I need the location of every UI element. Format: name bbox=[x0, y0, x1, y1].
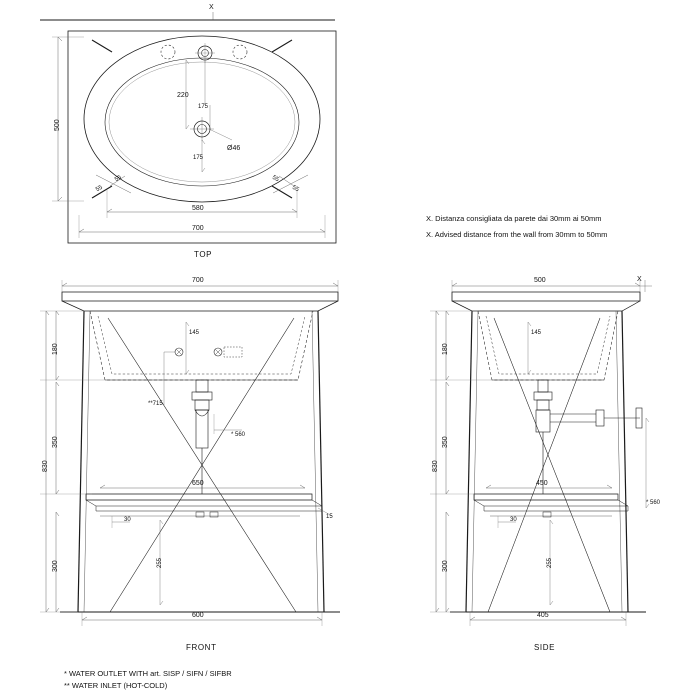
front-dim-650: 650 bbox=[192, 480, 204, 487]
note-italian: X. Distanza consigliata da parete dai 30mm ai 50mm bbox=[426, 214, 602, 223]
view-name-side: SIDE bbox=[534, 643, 556, 652]
side-note-outlet: * 560 bbox=[646, 500, 661, 506]
side-dim-405: 405 bbox=[537, 612, 549, 619]
side-dim-30: 30 bbox=[510, 517, 517, 523]
top-dim-700: 700 bbox=[192, 225, 204, 232]
side-dim-830: 830 bbox=[432, 460, 439, 472]
side-dim-180: 180 bbox=[442, 343, 449, 355]
top-corner-55-a: 55 bbox=[113, 174, 123, 184]
side-dim-300: 300 bbox=[442, 560, 449, 572]
front-dim-700: 700 bbox=[192, 277, 204, 284]
view-name-top: TOP bbox=[194, 250, 213, 259]
front-dim-255: 255 bbox=[157, 557, 163, 568]
top-dim-580: 580 bbox=[192, 205, 204, 212]
top-depth-500: 500 bbox=[54, 119, 61, 131]
front-dim-180: 180 bbox=[52, 343, 59, 355]
front-dim-300: 300 bbox=[52, 560, 59, 572]
top-dim-175-upper: 175 bbox=[198, 104, 209, 110]
front-dim-350: 350 bbox=[52, 436, 59, 448]
view-name-front: FRONT bbox=[186, 643, 217, 652]
footnote-inlet: ** WATER INLET (HOT-COLD) bbox=[64, 681, 168, 690]
top-corner-55-c: 55 bbox=[270, 174, 280, 184]
side-dim-350: 350 bbox=[442, 436, 449, 448]
front-dim-15: 15 bbox=[326, 514, 333, 520]
side-dim-450: 450 bbox=[536, 480, 548, 487]
front-dim-830: 830 bbox=[42, 460, 49, 472]
top-dim-220: 220 bbox=[177, 92, 189, 99]
top-x-label: X bbox=[209, 4, 214, 11]
top-corner-55-b: 55 bbox=[94, 184, 104, 194]
top-drain-diameter: Ø46 bbox=[227, 145, 241, 152]
side-dim-500: 500 bbox=[534, 277, 546, 284]
front-note-outlet: * 560 bbox=[231, 432, 246, 438]
footnote-outlet: * WATER OUTLET WITH art. SISP / SIFN / SIFBR bbox=[64, 669, 232, 678]
front-dim-600: 600 bbox=[192, 612, 204, 619]
front-note-inlet: **715 bbox=[148, 401, 163, 407]
note-english: X. Advised distance from the wall from 30mm to 50mm bbox=[426, 230, 608, 239]
top-dim-175-lower: 175 bbox=[193, 155, 204, 161]
side-dim-145: 145 bbox=[531, 330, 542, 336]
side-x-label: X bbox=[637, 276, 642, 283]
front-dim-145: 145 bbox=[189, 330, 200, 336]
side-dim-255: 255 bbox=[547, 557, 553, 568]
top-corner-55-d: 55 bbox=[290, 184, 300, 194]
front-dim-30: 30 bbox=[124, 517, 131, 523]
